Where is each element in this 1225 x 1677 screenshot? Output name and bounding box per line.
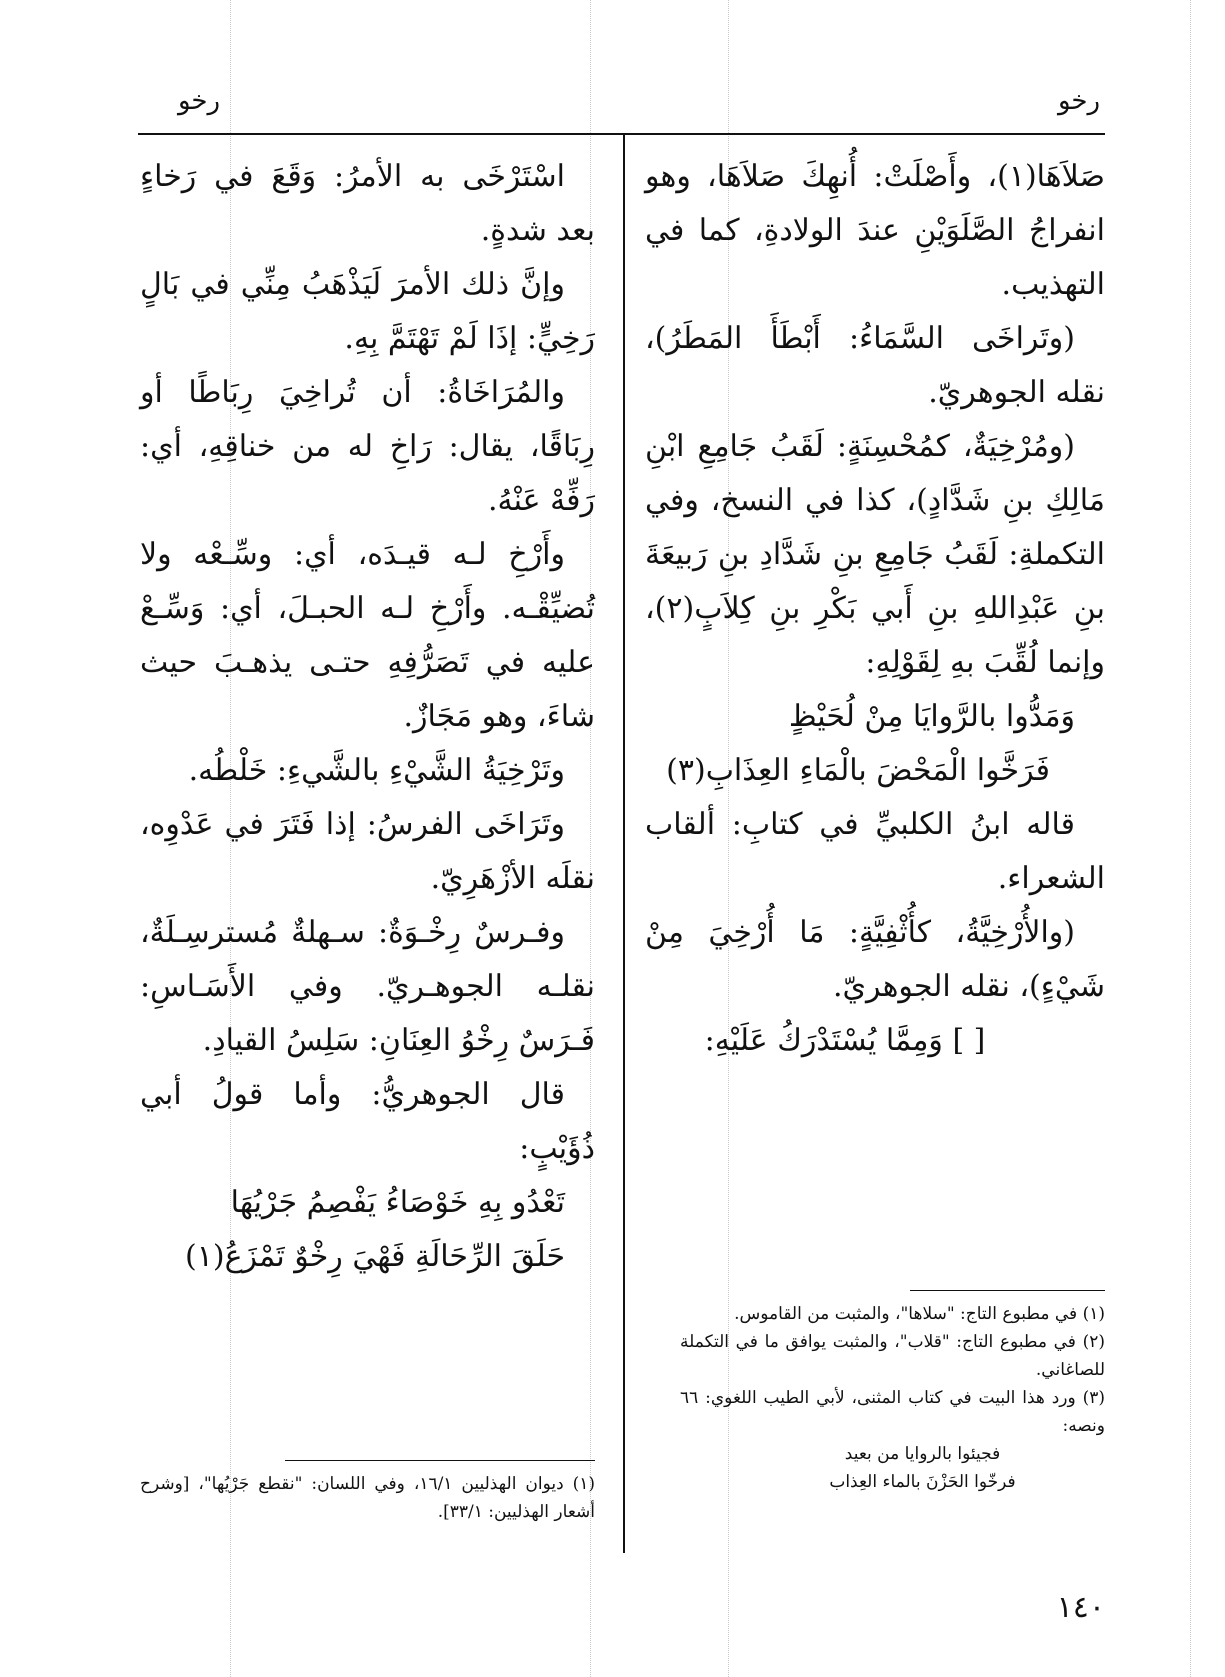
running-header-left: رخو [177,86,220,116]
right-footnotes [680,1300,1105,1496]
verse-line: تَعْدُو بِهِ خَوْصَاءُ يَفْصِمُ جَرْيُهَا [230,1185,565,1220]
paragraph: وتَرْخِيَةُ الشَّيْءِ بالشَّيءِ: خَلْطُه. [188,753,565,788]
paragraph: وفـرسٌ رِخْـوَةٌ: سـهلةٌ مُسترسِـلَةٌ، نقلـه الجوهـريّ. وفي الأَسَـاسِ: فَـرَسٌ رِخْوُ العِنَانِ: سَلِسُ القيادِ. [140,915,595,1058]
column-divider [623,133,625,1553]
right-column [645,150,1105,1068]
paragraph: (والأُرْخِيَّةُ، كأُثْفِيَّةٍ: مَا أُرْخِيَ مِنْ شَيْءٍ)، نقله الجوهريّ. [645,915,1105,1004]
paragraph: وإنَّ ذلك الأمرَ لَيَذْهَبُ مِنِّي في بَالٍ رَخِيٍّ: إذَا لَمْ تَهْتَمَّ بِهِ. [140,267,595,356]
footnote: (٢) في مطبوع التاج: "قلاب"، والمثبت يوافق ما في التكملة للصاغاني. [680,1332,1105,1380]
paragraph: والمُرَاخَاةُ: أن تُراخِيَ رِبَاطًا أو رِبَاقًا، يقال: رَاخِ له من خناقِهِ، أي: رَفِّهْ عَنْهُ. [140,375,595,518]
verse-line: وَمَدُّوا بالرَّوايَا مِنْ لُحَيْظٍ [788,699,1075,734]
footnote: (١) ديوان الهذليين ١٦/١، وفي اللسان: "نقطع جَرْيُها"، [وشرح أشعار الهذليين: ٣٣/١]. [140,1474,596,1522]
header-rule [138,133,1105,135]
page-number: ١٤٠ [1056,1590,1105,1625]
paragraph: وأَرْخِ لـه قيـدَه، أي: وسِّـعْه ولا تُضيِّقْـه. وأَرْخِ لـه الحبـلَ، أي: وَسِّـعْ عليه في تَصَرُّفِهِ حتـى يذهـبَ حيث شاءَ، وهو مَجَازٌ. [140,537,595,734]
paragraph: (ومُرْخِيَةٌ، كمُحْسِنَةٍ: لَقَبُ جَامِعِ ابْنِ مَالِكِ بنِ شَدَّادٍ)، كذا في النسخ، وفي التكملةِ: لَقَبُ جَامِعِ بنِ شَدَّادِ بنِ رَبيعَةَ بنِ عَبْدِاللهِ بنِ أَبي بَكْرِ بنِ كِلاَبٍ(٢)، وإنما لُقِّبَ بهِ لِقَوْلِهِ: [645,429,1105,680]
footnote-rule [910,1290,1105,1291]
left-footnotes [140,1470,595,1526]
footnote-verse: فرخّوا الحَزْنَ بالماء العِذاب [829,1472,1016,1492]
paragraph: (وتَراخَى السَّمَاءُ: أَبْطَأَ المَطَرُ)، نقله الجوهريّ. [645,321,1105,410]
footnote-verse: فجيئوا بالروايا من بعيد [844,1444,1001,1464]
footnote-rule [285,1460,595,1461]
running-header-right: رخو [1057,86,1100,116]
paragraph: قال الجوهريُّ: وأما قولُ أبي ذُؤَيْبٍ: [140,1077,595,1166]
footnote: (١) في مطبوع التاج: "سلاها"، والمثبت من القاموس. [734,1304,1105,1324]
footnote: (٣) ورد هذا البيت في كتاب المثنى، لأبي الطيب اللغوي: ٦٦ ونصه: [680,1388,1105,1436]
scan-artifact-line [1190,0,1191,1677]
verse-line: حَلَقَ الرِّحَالَةِ فَهْيَ رِخْوٌ تَمْزَعُ(١) [185,1239,565,1274]
paragraph: صَلاَهَا(١)، وأَصْلَتْ: أُنهِكَ صَلاَهَا، وهو انفراجُ الصَّلَوَيْنِ عندَ الولادةِ، كما في التهذيب. [645,159,1105,302]
section-heading: [ ] وَمِمَّا يُسْتَدْرَكُ عَلَيْهِ: [704,1023,986,1058]
left-column [140,150,595,1284]
paragraph: قاله ابنُ الكلبيِّ في كتابِ: ألقاب الشعراء. [645,807,1105,896]
paragraph: اسْتَرْخَى به الأمرُ: وَقَعَ في رَخاءٍ بعد شدةٍ. [140,159,595,248]
verse-line: فَرَخَّوا الْمَحْضَ بالْمَاءِ العِذَابِ(٣) [666,753,1050,788]
paragraph: وتَرَاخَى الفرسُ: إذا فَتَرَ في عَدْوِه، نقلَه الأزْهَرِيّ. [140,807,595,896]
